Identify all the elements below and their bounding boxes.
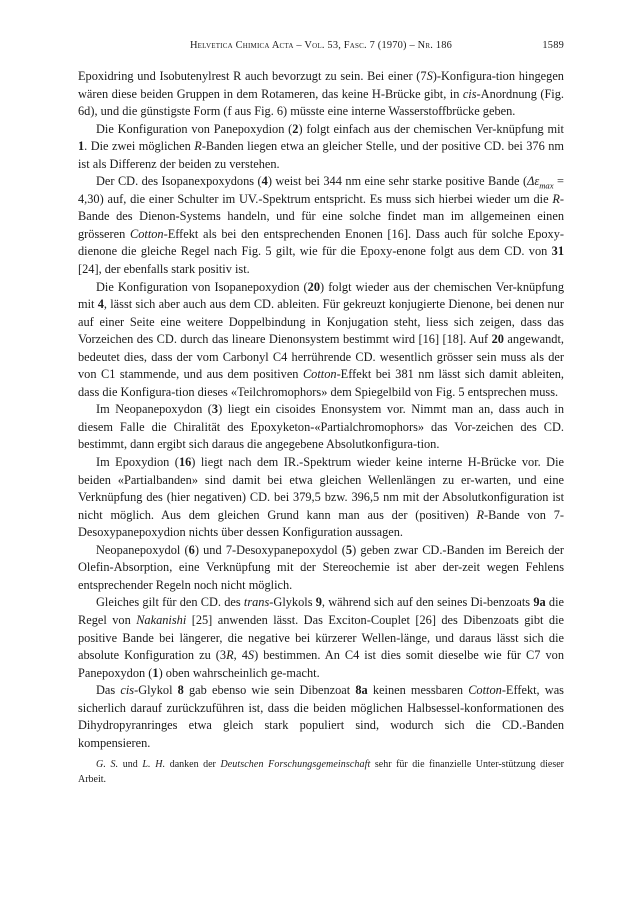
paragraph: Im Epoxydion (16) liegt nach dem IR.-Spektrum wieder keine interne H-Brücke vor. Die beiden «Partialbanden» sind damit bei etwa gleichen Wellenlängen zu er-warten, und eine Verknüpfung des (hier negativen) CD. bei 379,5 bzw. 396,5 nm mit der Absolutkonfiguration ist nicht möglich. Aus dem gleichen Grund kann man aus der (positiven) R-Bande von 7-Desoxypanepoxydion nichts über dessen Konfiguration aussagen.: [78, 455, 565, 540]
page: [78, 40, 564, 787]
paragraph: Epoxidring und Isobutenylrest R auch bevorzugt zu sein. Bei einer (7S)-Konfigura-tion hingegen wären diese beiden Gruppen in dem Rotameren, das keine H-Brücke gibt, in cis-Anordnung (Fig. 6d), und die günstigste Form (f aus Fig. 6) müsste eine interne Wasserstoffbrücke geben.: [78, 69, 564, 119]
paragraph: Das cis-Glykol 8 gab ebenso wie sein Dibenzoat 8a keinen messbaren Cotton-Effekt, was sicherlich darauf zurückzuführen ist, dass die beiden möglichen Halbsessel-konformationen des Dihydropyranringes etwa gleich stark populiert sind, wodurch sich die CD.-Banden kompensieren.: [78, 683, 564, 750]
journal-title: Helvetica Chimica Acta – Vol. 53, Fasc. 7 (1970) – Nr. 186: [189, 40, 453, 51]
paragraph: Neopanepoxydol (6) und 7-Desoxypanepoxydol (5) geben zwar CD.-Banden im Bereich der Olefin-Absorption, eine Verknüpfung mit der Stereochemie ist aber der-zeit wegen Fehlens entsprechender Regeln noch nicht möglich.: [78, 542, 564, 592]
paragraph: Gleiches gilt für den CD. des trans-Glykols 9, während sich auf den seines Di-benzoats 9a die Regel von Nakanishi [25] anwenden lässt. Das Exciton-Couplet [26] des Dibenzoats gibt die positive Bande bei längerer, die negative bei kürzerer Wellen-länge, und daraus lässt sich die absolute Konfiguration zu (3R, 4S) bestimmen. An C4 ist dies somit dieselbe wie für C7 von Panepoxydon (1) oben wahrscheinlich ge-macht.: [78, 595, 564, 680]
paragraph: Die Konfiguration von Panepoxydion (2) folgt einfach aus der chemischen Ver-knüpfung mit 1. Die zwei möglichen R-Banden liegen etwa an gleicher Stelle, und der positive CD. bei 376 nm ist als Differenz der beiden zu verstehen.: [78, 121, 564, 171]
paragraph: Im Neopanepoxydon (3) liegt ein cisoides Enonsystem vor. Nimmt man an, dass auch in diesem Falle die Chiralität des Epoxyketon-«Partialchromophors» das Vor-zeichen des CD. bestimmt, dann ergibt sich daraus die angegebene Absolutkonfigura-tion.: [78, 402, 564, 452]
body-text: [78, 68, 564, 752]
page-number: 1589: [542, 40, 564, 51]
paragraph: Der CD. des Isopanexpoxydons (4) weist bei 344 nm eine sehr starke positive Bande $(\Delta\varepsilon_{max} = 4,30)$ auf, die einer Schulter im UV.-Spektrum entspricht. Es muss sich hierbei wieder um die R-Bande des Dienon-Systems handeln, und für eine solche findet man im allgemeinen einen grösseren Cotton-Effekt als bei den entsprechenden Enonen [16]. Dass auch für solche Epoxy-dienone die gleiche Regel nach Fig. 5 gilt, wie für die Epoxy-enone folgt aus dem CD. von 31 [24], der ebenfalls stark positiv ist.: [78, 174, 565, 277]
paragraph: Die Konfiguration von Isopanepoxydion (20) folgt wieder aus der chemischen Ver-knüpfung mit 4, lässt sich aber auch aus dem CD. ableiten. Für gekreuzt konjugierte Dienone, bei denen nur auf einer Seite eine weitere Doppelbindung in Konjugation steht, liess sich zeigen, dass das Vorzeichen des CD. durch das lineare Dienonsystem bestimmt wird [16] [18]. Auf 20 angewandt, bedeutet dies, dass der vom Carbonyl C4 herrührende CD. wesentlich grösser sein muss als der von C1 stammende, und aus dem positiven Cotton-Effekt bei 381 nm lässt sich damit ableiten, dass die Konfigura-tion dieses «Teilchromophors» dem Spiegelbild von Fig. 5 entsprechen muss.: [78, 279, 565, 399]
running-header: [78, 40, 564, 58]
acknowledgement: G. S. und L. H. danken der Deutschen Forschungsgemeinschaft sehr für die finanzielle Unter-stützung dieser Arbeit.: [78, 759, 564, 786]
